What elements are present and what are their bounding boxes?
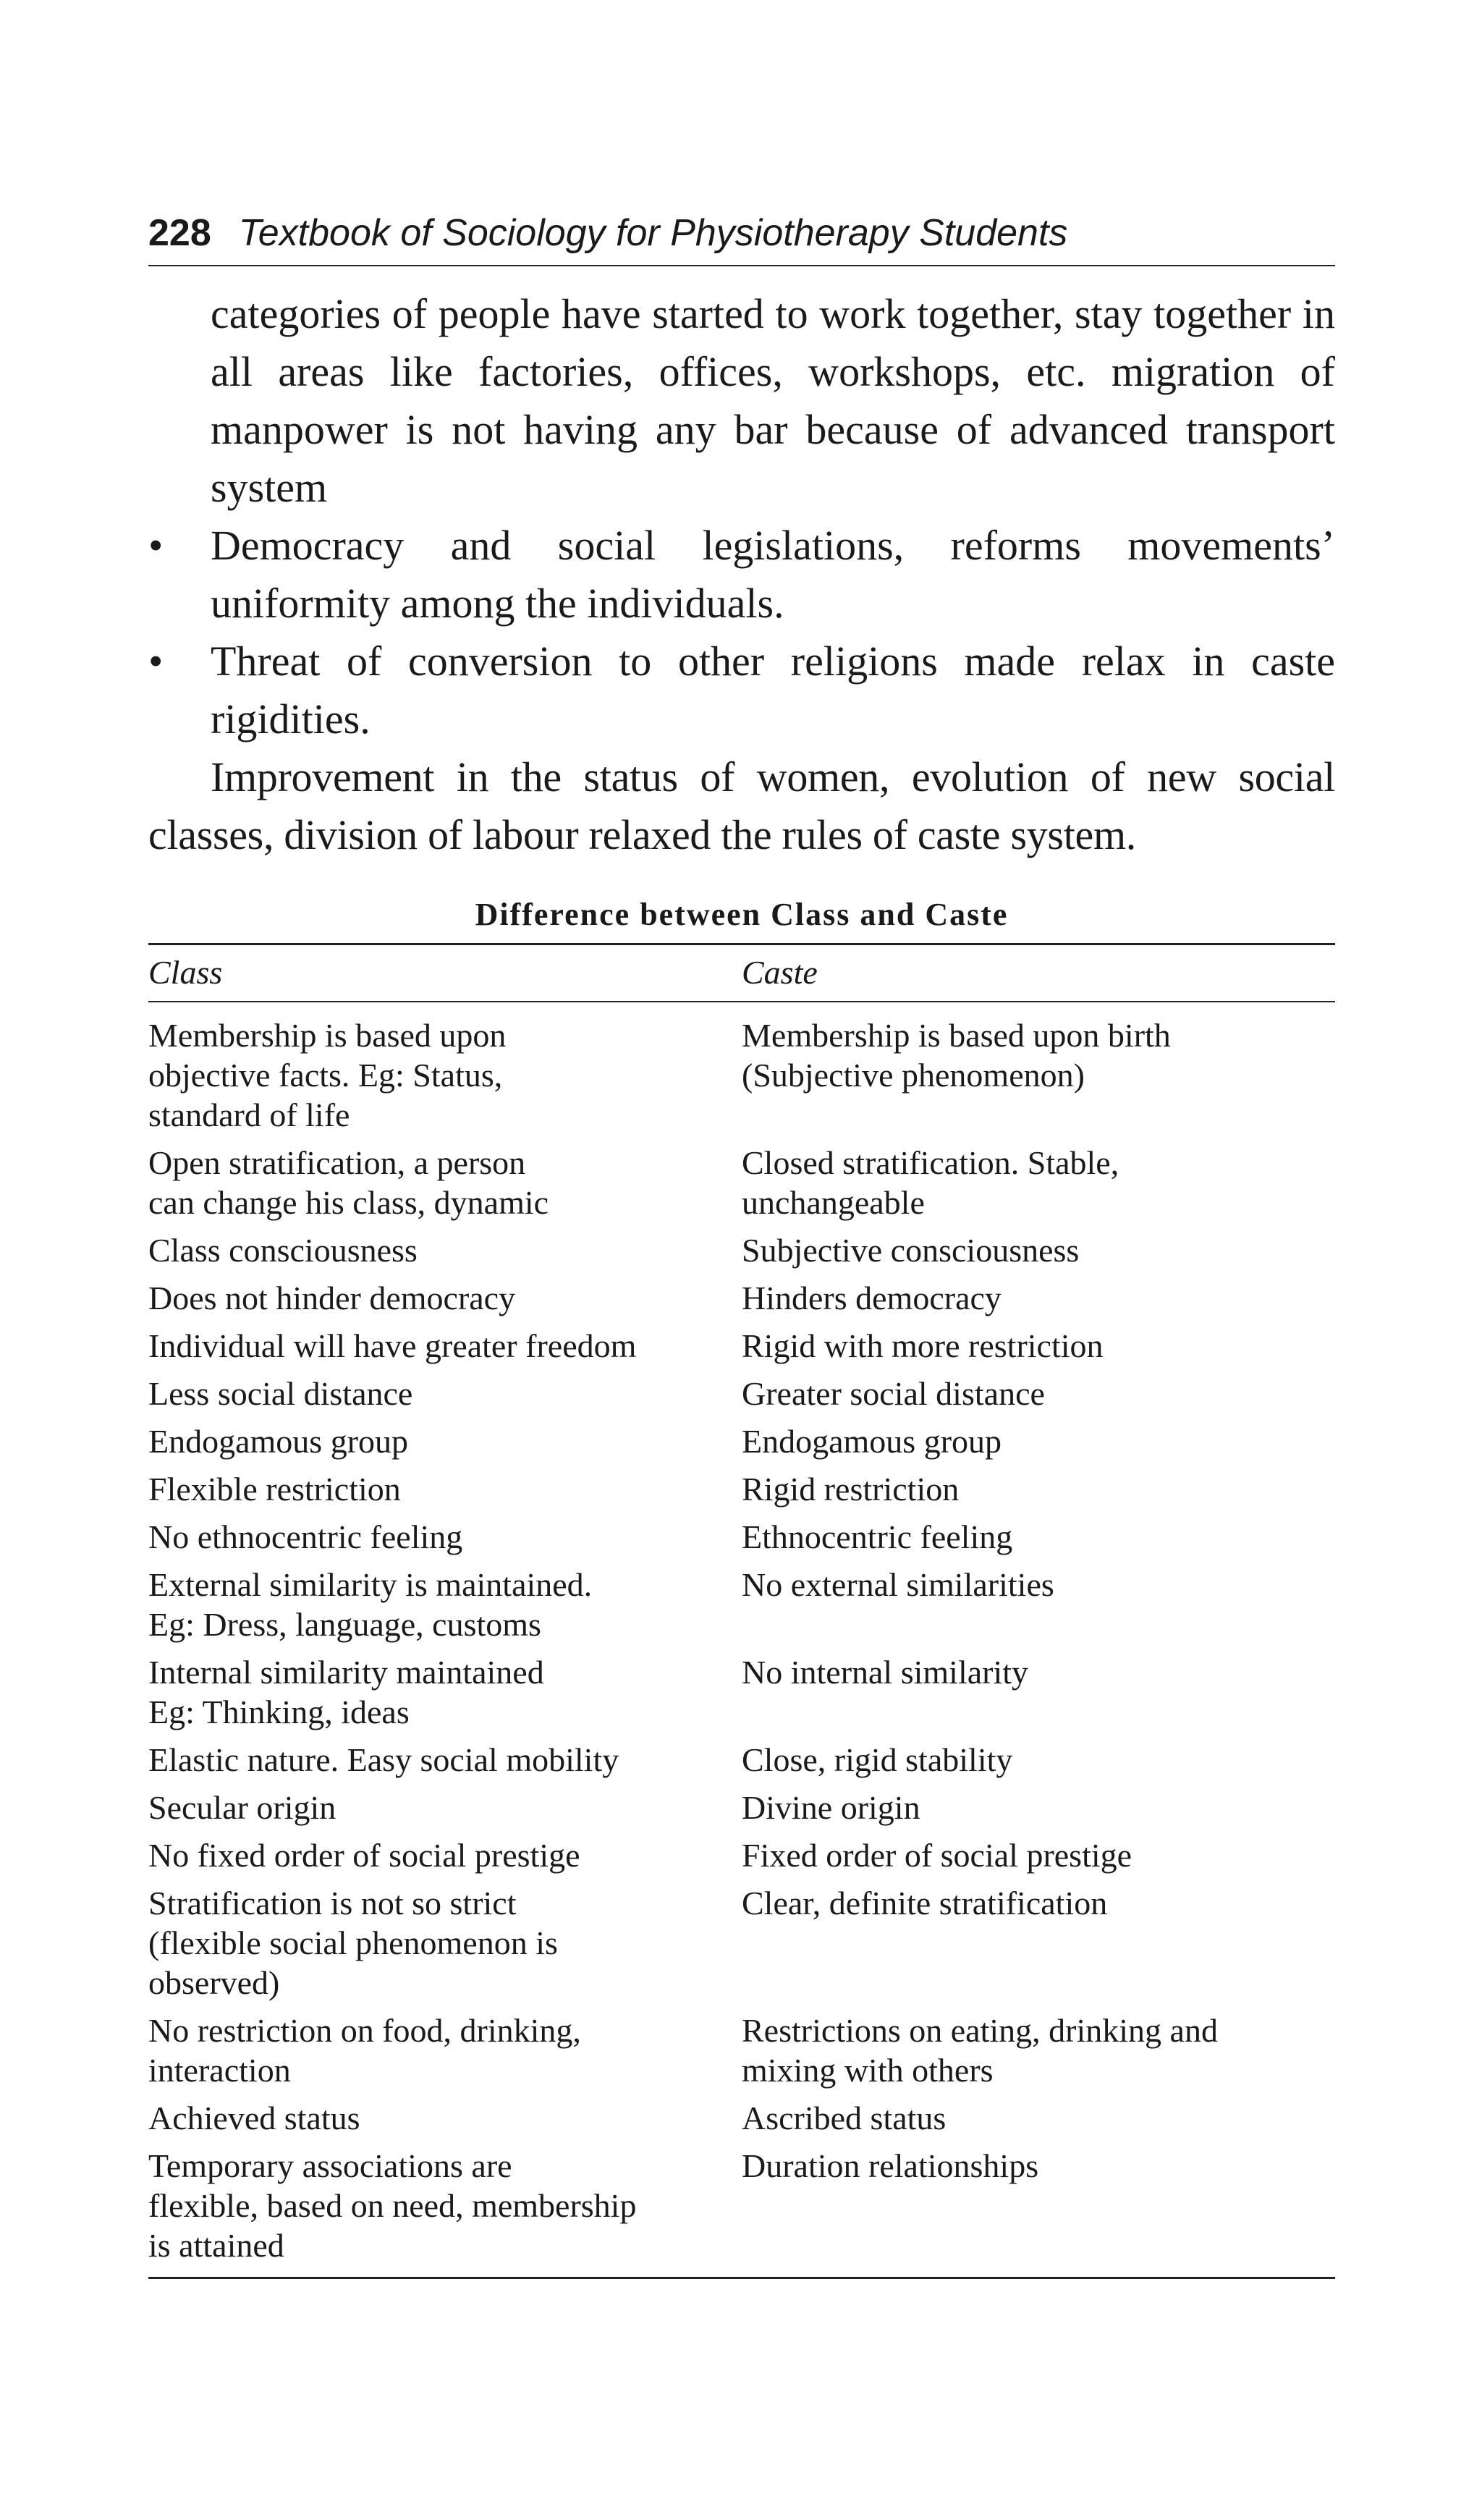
text-line: rigidities.	[211, 695, 370, 743]
cell-line: observed)	[148, 1964, 280, 2001]
class-cell	[148, 1227, 742, 1274]
class-cell	[148, 2007, 742, 2094]
page-number: 228	[148, 212, 211, 254]
cell-line: Ethnocentric feeling	[742, 1518, 1013, 1555]
book-title: Textbook of Sociology for Physiotherapy Students	[238, 212, 1068, 254]
cell-line: Subjective consciousness	[742, 1232, 1080, 1269]
caste-cell	[742, 1561, 1335, 1649]
caste-cell	[742, 1880, 1335, 2007]
class-caste-table	[148, 943, 1335, 2279]
bullet-item-democracy	[148, 517, 1335, 633]
caste-cell	[742, 2007, 1335, 2094]
text-line: Democracy and social legislations, reforms movements’	[211, 522, 1335, 569]
cell-line: Ascribed status	[742, 2100, 947, 2136]
table-row	[148, 1322, 1335, 1370]
cell-line: Endogamous group	[148, 1423, 409, 1460]
cell-line: Close, rigid stability	[742, 1741, 1013, 1778]
table-row	[148, 1002, 1335, 1139]
cell-line: No fixed order of social prestige	[148, 1837, 580, 1874]
cell-line: can change his class, dynamic	[148, 1184, 549, 1221]
book-page	[148, 211, 1335, 2279]
cell-line: Divine origin	[742, 1789, 920, 1826]
cell-line: Secular origin	[148, 1789, 336, 1826]
cell-line: Closed stratification. Stable,	[742, 1144, 1119, 1181]
cell-line: standard of life	[148, 1096, 350, 1133]
cell-line: Internal similarity maintained	[148, 1654, 544, 1691]
caste-cell	[742, 1513, 1335, 1561]
table-row	[148, 1139, 1335, 1227]
text-line: Improvement in the status of women, evolution of new social	[211, 753, 1335, 800]
bullet-text	[211, 517, 1335, 633]
class-cell	[148, 1784, 742, 1832]
caste-cell	[742, 2094, 1335, 2142]
caste-cell	[742, 1736, 1335, 1784]
cell-line: Does not hinder democracy	[148, 1280, 516, 1316]
class-cell	[148, 1880, 742, 2007]
cell-line: External similarity is maintained.	[148, 1566, 593, 1603]
cell-line: No restriction on food, drinking,	[148, 2012, 581, 2049]
table-row	[148, 2094, 1335, 2142]
caste-cell	[742, 1322, 1335, 1370]
cell-line: Stratification is not so strict	[148, 1885, 517, 1921]
cell-line: Rigid restriction	[742, 1471, 960, 1508]
cell-line: Membership is based upon	[148, 1017, 507, 1054]
table-body	[148, 1002, 1335, 2278]
text-line: classes, division of labour relaxed the rules of caste system.	[148, 811, 1136, 858]
cell-line: Achieved status	[148, 2100, 360, 2136]
cell-line: Flexible restriction	[148, 1471, 401, 1508]
class-cell	[148, 1513, 742, 1561]
caste-cell	[742, 1832, 1335, 1880]
cell-line: Elastic nature. Easy social mobility	[148, 1741, 619, 1778]
bullet-text	[211, 633, 1335, 748]
class-cell	[148, 1466, 742, 1513]
table-row	[148, 2007, 1335, 2094]
table-row	[148, 1418, 1335, 1466]
table-row	[148, 1649, 1335, 1736]
caste-cell	[742, 2142, 1335, 2278]
text-line: migration of manpower is not having any bar because of	[211, 348, 1335, 453]
cell-line: Restrictions on eating, drinking and	[742, 2012, 1218, 2049]
cell-line: No internal similarity	[742, 1654, 1029, 1691]
text-line: uniformity among the individuals.	[211, 580, 784, 627]
caste-cell	[742, 1418, 1335, 1466]
body-text	[148, 285, 1335, 864]
continuation-paragraph	[211, 285, 1335, 517]
cell-line: Endogamous group	[742, 1423, 1002, 1460]
table-title: Difference between Class and Caste	[475, 897, 1009, 932]
class-cell	[148, 1561, 742, 1649]
cell-line: Duration relationships	[742, 2147, 1039, 2184]
class-cell	[148, 2094, 742, 2142]
cell-line: Eg: Thinking, ideas	[148, 1694, 410, 1730]
class-cell	[148, 1418, 742, 1466]
cell-line: Less social distance	[148, 1375, 413, 1412]
class-cell	[148, 1370, 742, 1418]
cell-line: Eg: Dress, language, customs	[148, 1606, 541, 1643]
column-header-caste: Caste	[742, 944, 1335, 1002]
cell-line: (flexible social phenomenon is	[148, 1924, 558, 1961]
caste-cell	[742, 1649, 1335, 1736]
table-row	[148, 1513, 1335, 1561]
class-cell	[148, 2142, 742, 2278]
caste-cell	[742, 1227, 1335, 1274]
table-row	[148, 1466, 1335, 1513]
caste-cell	[742, 1466, 1335, 1513]
cell-line: Greater social distance	[742, 1375, 1045, 1412]
table-row	[148, 1274, 1335, 1322]
cell-line: flexible, based on need, membership	[148, 2187, 637, 2224]
cell-line: Fixed order of social prestige	[742, 1837, 1132, 1874]
cell-line: Temporary associations are	[148, 2147, 512, 2184]
table-row	[148, 1561, 1335, 1649]
table-header-row	[148, 944, 1335, 1002]
text-line: Threat of conversion to other religions made relax in caste	[211, 638, 1335, 685]
caste-cell	[742, 1002, 1335, 1139]
cell-line: No ethnocentric feeling	[148, 1518, 463, 1555]
table-row	[148, 2142, 1335, 2278]
table-row	[148, 1832, 1335, 1880]
table-row	[148, 1370, 1335, 1418]
class-cell	[148, 1274, 742, 1322]
final-paragraph	[148, 748, 1335, 864]
running-header	[148, 211, 1335, 266]
cell-line: interaction	[148, 2052, 291, 2089]
bullet-marker: •	[148, 522, 164, 569]
class-cell	[148, 1139, 742, 1227]
cell-line: objective facts. Eg: Status,	[148, 1057, 503, 1094]
text-line: together in all areas like factories, offices, workshops, etc.	[211, 290, 1335, 395]
class-cell	[148, 1322, 742, 1370]
caste-cell	[742, 1370, 1335, 1418]
column-header-class: Class	[148, 944, 742, 1002]
text-line: categories of people have started to work together, stay	[211, 290, 1154, 337]
class-cell	[148, 1649, 742, 1736]
bullet-marker: •	[148, 638, 164, 685]
cell-line: Membership is based upon birth	[742, 1017, 1171, 1054]
table-row	[148, 1736, 1335, 1784]
cell-line: Open stratification, a person	[148, 1144, 526, 1181]
cell-line: (Subjective phenomenon)	[742, 1057, 1085, 1094]
caste-cell	[742, 1274, 1335, 1322]
cell-line: Hinders democracy	[742, 1280, 1002, 1316]
cell-line: No external similarities	[742, 1566, 1054, 1603]
class-cell	[148, 1002, 742, 1139]
cell-line: Individual will have greater freedom	[148, 1327, 637, 1364]
table-row	[148, 1784, 1335, 1832]
caste-cell	[742, 1139, 1335, 1227]
class-cell	[148, 1832, 742, 1880]
table-row	[148, 1880, 1335, 2007]
cell-line: Clear, definite stratification	[742, 1885, 1108, 1921]
caste-cell	[742, 1784, 1335, 1832]
cell-line: Class consciousness	[148, 1232, 418, 1269]
cell-line: is attained	[148, 2227, 284, 2264]
table-row	[148, 1227, 1335, 1274]
cell-line: Rigid with more restriction	[742, 1327, 1104, 1364]
bullet-item-conversion	[148, 633, 1335, 748]
cell-line: mixing with others	[742, 2052, 994, 2089]
class-cell	[148, 1736, 742, 1784]
cell-line: unchangeable	[742, 1184, 925, 1221]
text-line: advanced transport system	[211, 406, 1335, 511]
